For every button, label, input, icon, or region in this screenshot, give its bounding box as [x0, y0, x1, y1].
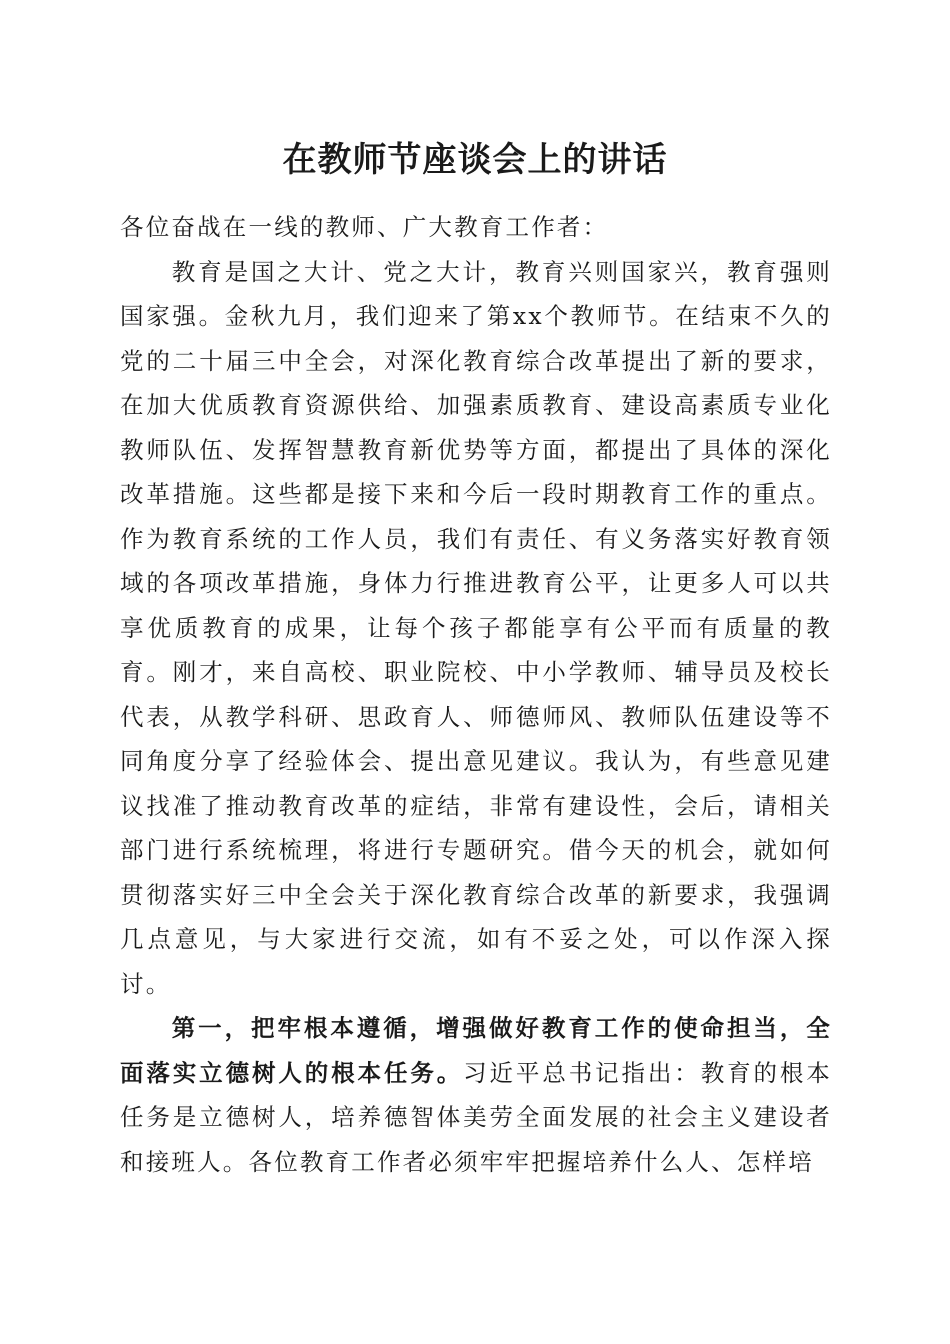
document-title: 在教师节座谈会上的讲话	[282, 140, 668, 180]
paragraph-intro-text: 教育是国之大计、党之大计，教育兴则国家兴，教育强则国家强。金秋九月，我们迎来了第xx个教师节。在结束不久的党的二十届三中全会，对深化教育综合改革提出了新的要求，在加大优质教育资源供给、加强素质教育、建设高素质专业化教师队伍、发挥智慧教育新优势等方面，都提出了具体的深化改革措施。这些都是接下来和今后一段时期教育工作的重点。作为教育系统的工作人员，我们有责任、有义务落实好教育领域的各项改革措施，身体力行推进教育公平，让更多人可以共享优质教育的成果，让每个孩子都能享有公平而有质量的教育。刚才，来自高校、职业院校、中小学教师、辅导员及校长代表，从教学科研、思政育人、师德师风、教师队伍建设等不同角度分享了经验体会、提出意见建议。我认为，有些意见建议找准了推动教育改革的症结，非常有建设性，会后，请相关部门进行系统梳理，将进行专题研究。借今天的机会，就如何贯彻落实好三中全会关于深化教育综合改革的新要求，我强调几点意见，与大家进行交流，如有不妥之处，可以作深入探讨。	[120, 257, 832, 998]
paragraph-first-point	[120, 1006, 832, 1184]
salutation: 各位奋战在一线的教师、广大教育工作者：	[120, 213, 609, 241]
paragraph-first-point-heading: 第一，把牢根本遵循，增强做好教育工作的使命担当，全面落实立德树人的根本任务。	[120, 1014, 832, 1087]
paragraph-intro	[120, 250, 832, 1007]
document-body	[120, 205, 832, 1184]
paragraph-first-point-text: 习近平总书记指出：教育的根本任务是立德树人，培养德智体美劳全面发展的社会主义建设者和接班人。各位教育工作者必须牢牢把握培养什么人、怎样培	[120, 1058, 832, 1176]
